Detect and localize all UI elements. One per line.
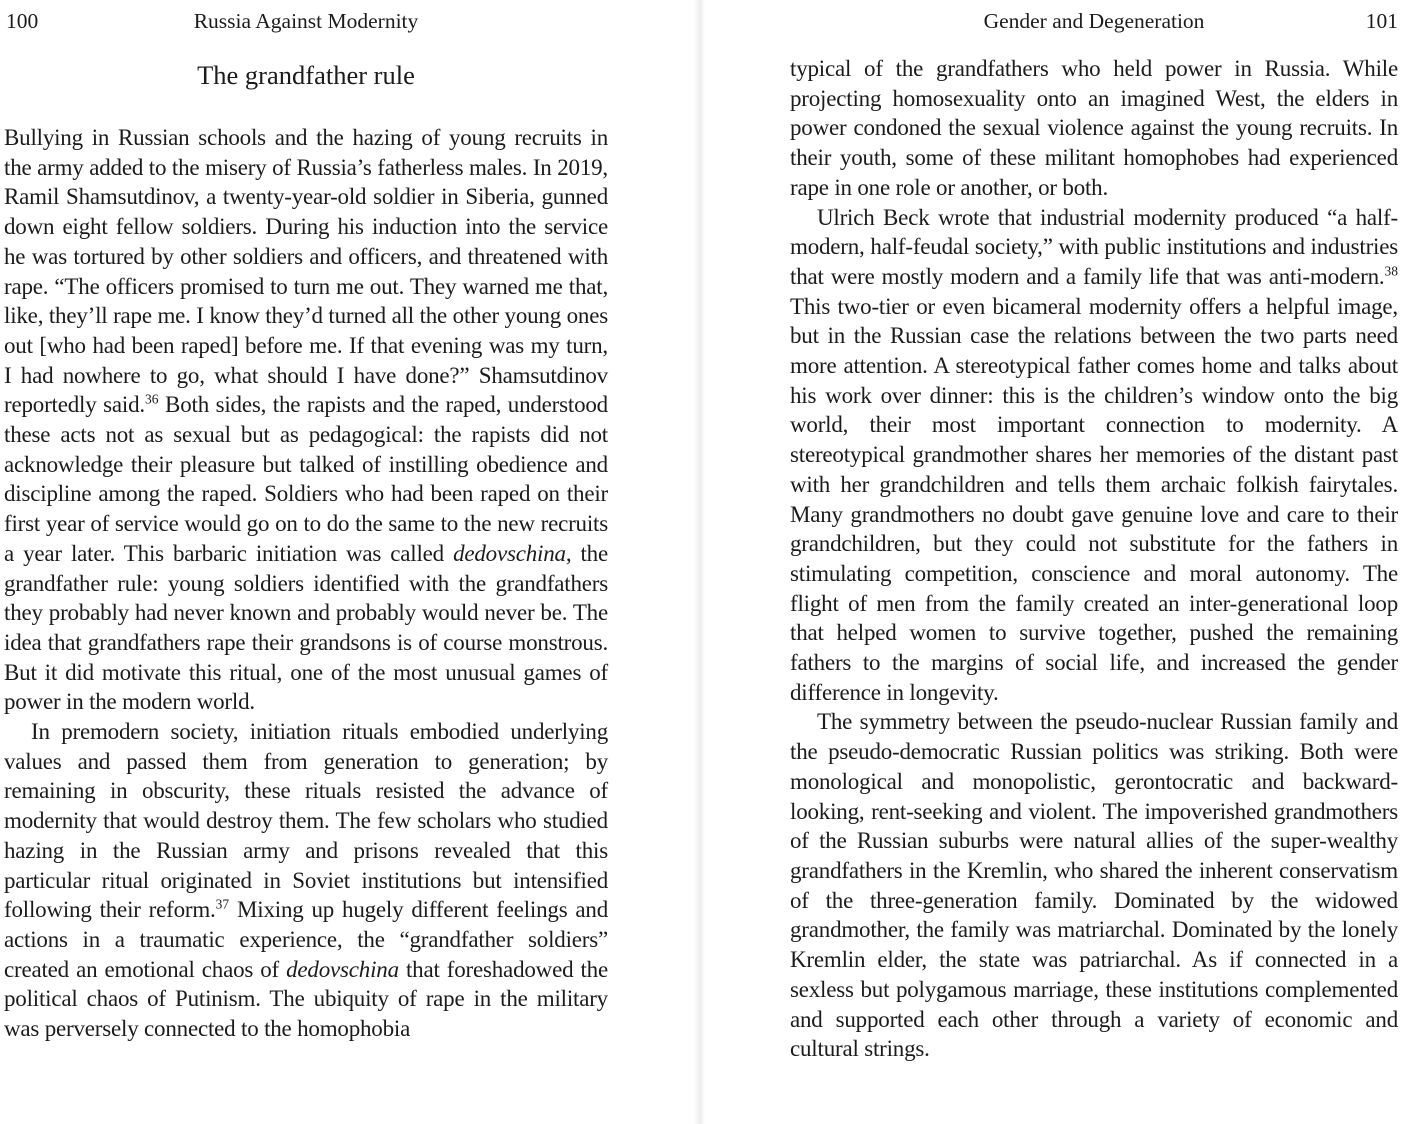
text-run: typical of the grandfathers who held power in Russia. While projecting homosexuality onto an imagined West, the elders in power condoned the sexual violence against the young recruits. In their youth, some of these militant homophobes had experienced rape in one role or another, or both. [790,56,1398,200]
text-run: This two-tier or even bicameral modernity offers a helpful image, but in the Russian case the relations between the two parts need more attention. A stereotypical father comes home and talks about his work over dinner: this is the children’s window onto the big world, their most important connection to modernity. A stereotypical grandmother shares her memories of the distant past with her grandchildren and tells them archaic folkish fairytales. Many grandmothers no doubt gave genuine love and care to their grandchildren, but they could not substitute for the fathers in stimulating competition, conscience and moral autonomy. The flight of men from the family created an inter-generational loop that helped women to survive together, pushed the remaining fathers to the margins of social life, and increased the gender difference in longevity. [790,293,1398,705]
text-run: Mixing up hugely different feelings and actions in a traumatic experience, the “grandfather soldiers” created an emotional chaos of [4,897,608,982]
italic-term: dedovschina [453,540,566,566]
text-run: Bullying in Russian schools and the hazing of young recruits in the army added to the misery of Russia’s fatherless males. In 2019, Ramil Shamsutdinov, a twenty-year-old soldier in Siberia, gunned down eight fellow soldiers. During his induction into the service he was tortured by other soldiers and officers, and threatened with rape. “The officers promised to turn me out. They warned me that, like, they’ll rape me. I know they’d turned all the other young ones out [who had been raped] before me. If that evening was my turn, I had nowhere to go, what should I have done?” Shamsutdinov reportedly said. [4,125,608,418]
text-run: that foreshadowed the political chaos of Putinism. The ubiquity of rape in the military was perversely connected to the homophobia [4,956,608,1042]
paragraph [790,203,1398,708]
paragraph [4,123,608,717]
left-running-header: Russia Against Modernity [193,9,419,33]
footnote-reference: 37 [215,896,230,912]
footnote-reference: 38 [1384,263,1398,279]
right-page-body [790,54,1398,1064]
right-page-number: 101 [1365,9,1398,33]
left-page-body [4,123,608,1044]
footnote-reference: 36 [144,391,159,407]
paragraph [4,717,608,1044]
paragraph [790,707,1398,1063]
text-run: , the grandfather rule: young soldiers identified with the grandfathers they probably had never known and probably would never be. The idea that grandfathers rape their grandsons is of course monstrous. But it did motivate this ritual, one of the most unusual games of power in the modern world. [4,540,608,715]
text-run: Both sides, the rapists and the raped, understood these acts not as sexual but as pedagogical: the rapists did not acknowledge their pleasure but talked of instilling obedience and discipline among the raped. Soldiers who had been raped on their first year of service would go on to do the same to the new recruits a year later. This barbaric initiation was called [4,392,608,566]
paragraph [790,54,1398,203]
text-run: In premodern society, initiation rituals embodied underlying values and passed them from generation to generation; by remaining in obscurity, these rituals resisted the advance of modernity that would destroy them. The few scholars who studied hazing in the Russian army and prisons revealed that this particular ritual originated in Soviet institutions but intensified following their reform. [4,719,608,923]
left-page-number: 100 [6,9,39,33]
italic-term: dedovschina [286,956,399,982]
text-run: Ulrich Beck wrote that industrial modernity produced “a half-modern, half-feudal society,” with public institutions and industries that were mostly modern and a family life that was anti-modern. [790,204,1398,289]
right-running-header: Gender and Degeneration [983,9,1205,33]
text-run: The symmetry between the pseudo-nuclear Russian family and the pseudo-democratic Russian politics was striking. Both were monological and monopolistic, gerontocratic and backward-looking, rent-seeking and violent. The impoverished grandmothers of the Russian suburbs were natural allies of the super-wealthy grandfathers in the Kremlin, who shared the inherent conservatism of the three-generation family. Dominated by the widowed grandmother, the family was matriarchal. Dominated by the lonely Kremlin elder, the state was patriarchal. As if connected in a sexless but polygamous marriage, these institutions complemented and supported each other through a variety of economic and cultural strings. [790,709,1398,1062]
section-title: The grandfather rule [197,60,415,90]
left-page [0,0,706,1124]
right-page [707,0,1413,1124]
